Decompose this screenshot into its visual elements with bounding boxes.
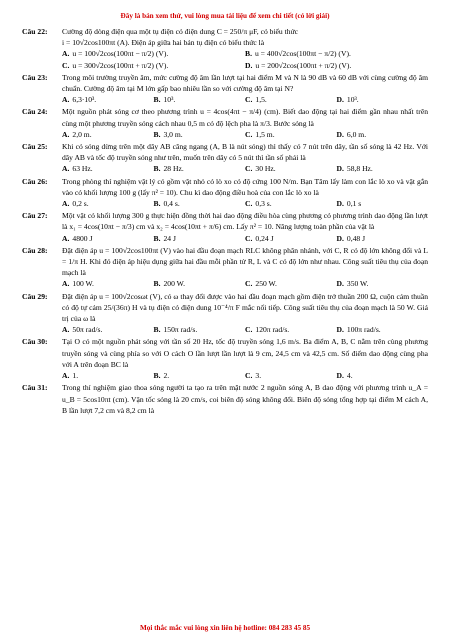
question-number: Câu 24: bbox=[22, 107, 48, 117]
question-body bbox=[62, 72, 428, 106]
question-number: Câu 31: bbox=[22, 383, 48, 393]
answer-option bbox=[337, 198, 429, 209]
option-letter: B. bbox=[153, 164, 161, 174]
option-text: 28 Hz. bbox=[163, 164, 184, 174]
option-text: 100π rad/s. bbox=[346, 325, 381, 335]
option-letter: C. bbox=[245, 164, 253, 174]
option-text: u = 100√2cos(100πt − π/2) (V). bbox=[72, 49, 169, 59]
question-number: Câu 27: bbox=[22, 211, 48, 221]
question-body bbox=[62, 176, 428, 210]
question-item bbox=[22, 141, 428, 175]
answer-option bbox=[62, 94, 154, 105]
option-letter: A. bbox=[62, 279, 70, 289]
option-text: 63 Hz. bbox=[72, 164, 93, 174]
answer-options bbox=[62, 163, 428, 174]
question-number: Câu 26: bbox=[22, 176, 48, 186]
answer-options bbox=[62, 94, 428, 105]
option-letter: C. bbox=[245, 371, 253, 381]
answer-options bbox=[62, 233, 428, 244]
question-body bbox=[62, 210, 428, 244]
question-number: Câu 30: bbox=[22, 337, 48, 347]
preview-banner: Đây là bản xem thử, vui lòng mua tài liệu để xem chi tiết (có lời giải) bbox=[120, 12, 330, 20]
question-body bbox=[62, 336, 428, 381]
option-text: 4. bbox=[346, 371, 353, 381]
option-letter: C. bbox=[245, 199, 253, 209]
question-item bbox=[22, 245, 428, 290]
option-text: 30 Hz. bbox=[255, 164, 276, 174]
option-letter: A. bbox=[62, 199, 70, 209]
question-number: Câu 23: bbox=[22, 72, 48, 82]
option-letter: B. bbox=[245, 49, 252, 59]
option-text: 0,48 J bbox=[346, 233, 366, 243]
option-letter: A. bbox=[62, 233, 70, 243]
answer-option bbox=[337, 129, 429, 140]
answer-option bbox=[62, 60, 245, 71]
option-text: 3. bbox=[255, 371, 262, 381]
option-text: 150π rad/s. bbox=[163, 325, 198, 335]
answer-option bbox=[62, 198, 154, 209]
answer-option bbox=[62, 233, 154, 244]
option-letter: D. bbox=[336, 371, 344, 381]
question-item bbox=[22, 176, 428, 210]
answer-options bbox=[62, 198, 428, 209]
answer-option bbox=[62, 278, 154, 289]
option-letter: C. bbox=[245, 279, 253, 289]
option-text: 6,0 m. bbox=[346, 129, 367, 139]
question-stem: Tại O có một nguồn phát sóng với tần số 20 Hz, tốc độ truyền sóng 1,6 m/s. Ba điểm A, B, C nằm trên cùng phương truyền sóng và cùng phía so với O cách O lần lượt lần lượt là 9 cm, 24,5 cm và 42,5 cm. Số điểm dao động cùng pha với A trên đoạn BC là bbox=[62, 337, 428, 369]
question-stem: Đặt điện áp u = 100√2cos100πt (V) vào hai đầu đoạn mạch RLC không phân nhánh, với C, R có độ lớn không đổi và L = 1/π H. Khi đó điện áp hiệu dụng giữa hai đầu mỗi phần tử R, L và C có độ lớn như nhau. Công suất tiêu thụ của đoạn mạch là bbox=[62, 245, 428, 278]
answer-option bbox=[337, 233, 429, 244]
option-letter: D. bbox=[336, 95, 344, 105]
answer-option bbox=[154, 163, 246, 174]
answer-option bbox=[245, 163, 337, 174]
option-letter: C. bbox=[245, 233, 253, 243]
question-body bbox=[62, 382, 428, 416]
answer-option bbox=[62, 370, 154, 381]
option-letter: C. bbox=[245, 325, 253, 335]
option-text: 2. bbox=[163, 371, 170, 381]
option-text: u = 300√2cos(100πt + π/2) (V). bbox=[72, 60, 169, 70]
option-letter: C. bbox=[62, 60, 70, 70]
option-text: 3,0 m. bbox=[163, 129, 183, 139]
answer-option bbox=[62, 163, 154, 174]
option-letter: C. bbox=[245, 95, 253, 105]
answer-options bbox=[62, 324, 428, 335]
option-text: u = 200√2cos(100πt + π/2) (V). bbox=[255, 60, 352, 70]
option-text: 1,5 m. bbox=[255, 129, 275, 139]
question-item bbox=[22, 382, 428, 416]
question-list bbox=[22, 26, 428, 416]
option-text: 0,1 s bbox=[346, 199, 362, 209]
answer-option bbox=[337, 163, 429, 174]
answer-option bbox=[154, 233, 246, 244]
question-stem: Trong phòng thí nghiệm vật lý có gồm vật nhỏ có lò xo có độ cứng 100 N/m. Bạn Tâm lấy làm con lắc lò xo và vật gắn vào có khối lượng 100 g (lấy π² = 10). Chu kì dao động điều hoà của con lắc lò xo là bbox=[62, 176, 428, 197]
option-letter: B. bbox=[153, 371, 161, 381]
answer-option bbox=[154, 198, 246, 209]
option-text: 2,0 m. bbox=[72, 129, 92, 139]
option-text: 10³. bbox=[163, 95, 176, 105]
hotline-footer: Mọi thắc mắc vui lòng xin liên hệ hotline: 084 283 45 85 bbox=[139, 624, 311, 632]
answer-option bbox=[154, 324, 246, 335]
answer-option bbox=[245, 60, 428, 71]
question-number: Câu 28: bbox=[22, 245, 48, 255]
option-text: 0,24 J bbox=[255, 233, 274, 243]
answer-option bbox=[154, 370, 246, 381]
question-body bbox=[62, 245, 428, 290]
option-text: 0,2 s. bbox=[72, 199, 89, 209]
option-letter: D. bbox=[336, 199, 344, 209]
answer-option bbox=[245, 278, 337, 289]
answer-option bbox=[245, 198, 337, 209]
question-stem: Cường độ dòng điện qua một tụ điện có điện dung C = 250/π μF, có biểu thức bbox=[62, 27, 299, 36]
answer-option bbox=[245, 233, 337, 244]
option-letter: A. bbox=[62, 325, 70, 335]
option-text: 58,8 Hz. bbox=[346, 164, 373, 174]
question-stem: i = 10√2cos100πt (A). Điện áp giữa hai bản tụ điện có biểu thức là bbox=[62, 38, 265, 48]
answer-option bbox=[245, 324, 337, 335]
option-letter: A. bbox=[62, 371, 70, 381]
option-text: 10³. bbox=[346, 95, 359, 105]
option-letter: B. bbox=[153, 95, 161, 105]
option-letter: A. bbox=[62, 129, 70, 139]
option-text: 6,3·10³. bbox=[72, 95, 97, 105]
answer-options bbox=[62, 48, 428, 70]
option-text: 4800 J bbox=[72, 233, 93, 243]
question-body bbox=[62, 291, 428, 336]
answer-option bbox=[154, 129, 246, 140]
question-body bbox=[62, 141, 428, 175]
option-text: 0,3 s. bbox=[255, 199, 272, 209]
option-text: 1,5. bbox=[255, 95, 267, 105]
answer-option bbox=[245, 94, 337, 105]
option-text: 50π rad/s. bbox=[72, 325, 103, 335]
option-text: 24 J bbox=[163, 233, 176, 243]
option-letter: D. bbox=[336, 129, 344, 139]
option-letter: B. bbox=[153, 129, 161, 139]
answer-option bbox=[62, 48, 245, 59]
option-letter: B. bbox=[153, 279, 161, 289]
question-stem: Một vật có khối lượng 300 g thực hiện đồng thời hai dao động điều hòa cùng phương có phương trình dao động lần lượt là x₁ = 4cos(10πt − π/3) cm và x₂ = 4cos(10πt + π/6) cm. Lấy π² = 10. Năng lượng toàn phần của vật là bbox=[62, 211, 428, 232]
option-letter: C. bbox=[245, 129, 253, 139]
question-body bbox=[62, 26, 428, 71]
option-text: 350 W. bbox=[346, 279, 369, 289]
option-text: 250 W. bbox=[255, 279, 277, 289]
option-text: 1. bbox=[72, 371, 79, 381]
answer-option bbox=[245, 129, 337, 140]
question-item bbox=[22, 291, 428, 336]
option-letter: B. bbox=[153, 233, 161, 243]
option-letter: A. bbox=[62, 49, 70, 59]
answer-option bbox=[62, 324, 154, 335]
option-letter: D. bbox=[336, 164, 344, 174]
answer-option bbox=[337, 370, 429, 381]
question-item bbox=[22, 106, 428, 140]
option-letter: A. bbox=[62, 95, 70, 105]
question-stem: Một nguồn phát sóng cơ theo phương trình u = 4cos(4πt − π/4) (cm). Biết dao động tại hai điểm gần nhau nhất trên cùng một phương truyền sóng cách nhau 0,5 m có độ lệch pha là π/3. Bước sóng là bbox=[62, 107, 428, 128]
answer-options bbox=[62, 129, 428, 140]
answer-option bbox=[337, 94, 429, 105]
option-letter: B. bbox=[153, 199, 161, 209]
answer-option bbox=[154, 278, 246, 289]
question-body bbox=[62, 106, 428, 140]
question-stem: Trong môi trường truyền âm, mức cường độ âm lần lượt tại hai điểm M và N là 90 dB và 60 dB với cùng cường độ âm chuẩn. Cường độ âm tại M lớn gấp bao nhiêu lần so với cường độ âm tại N? bbox=[62, 72, 428, 94]
question-number: Câu 25: bbox=[22, 142, 48, 152]
option-letter: A. bbox=[62, 164, 70, 174]
option-letter: D. bbox=[336, 233, 344, 243]
answer-option bbox=[62, 129, 154, 140]
answer-options bbox=[62, 278, 428, 289]
answer-option bbox=[245, 370, 337, 381]
question-item bbox=[22, 336, 428, 381]
option-letter: D. bbox=[245, 60, 253, 70]
question-item bbox=[22, 72, 428, 106]
answer-options bbox=[62, 370, 428, 381]
answer-option bbox=[337, 324, 429, 335]
answer-option bbox=[154, 94, 246, 105]
option-text: 0,4 s. bbox=[163, 199, 180, 209]
answer-option bbox=[337, 278, 429, 289]
question-number: Câu 29: bbox=[22, 291, 48, 301]
answer-option bbox=[245, 48, 428, 59]
question-item bbox=[22, 210, 428, 244]
question-item bbox=[22, 26, 428, 71]
question-number: Câu 22: bbox=[22, 27, 48, 36]
question-stem: Đặt điện áp u = 100√2cosωt (V), có ω thay đổi được vào hai đầu đoạn mạch gồm điện trở thuần 200 Ω, cuộn cảm thuần có độ tự cảm 25/(36π) H và tụ điện có điện dung 10⁻⁴/π F mắc nối tiếp. Công suất tiêu thụ của đoạn mạch là 50 W. Giá trị của ω là bbox=[62, 291, 428, 324]
option-letter: B. bbox=[153, 325, 161, 335]
option-letter: D. bbox=[336, 325, 344, 335]
option-text: 100 W. bbox=[72, 279, 94, 289]
option-text: u = 400√2cos(100πt − π/2) (V). bbox=[254, 49, 351, 59]
option-text: 200 W. bbox=[163, 279, 185, 289]
option-text: 120π rad/s. bbox=[255, 325, 290, 335]
question-stem: Trong thí nghiệm giao thoa sóng người ta tạo ra trên mặt nước 2 nguồn sóng A, B dao động với phương trình u_A = u_B = 5cos10πt (cm). Vận tốc sóng là 20 cm/s, coi biên độ sóng không đổi. Biên độ sóng tổng hợp tại điểm M cách A, B lần lượt 7,2 cm và 8,2 cm là bbox=[62, 383, 428, 415]
option-letter: D. bbox=[336, 279, 344, 289]
question-stem: Khi có sóng dừng trên một dây AB căng ngang (A, B là nút sóng) thì thấy có 7 nút trên dây, tần số sóng là 42 Hz. Với dây AB và tốc độ truyền sóng như trên, muốn trên dây có 5 nút thì tần số phải là bbox=[62, 142, 428, 163]
